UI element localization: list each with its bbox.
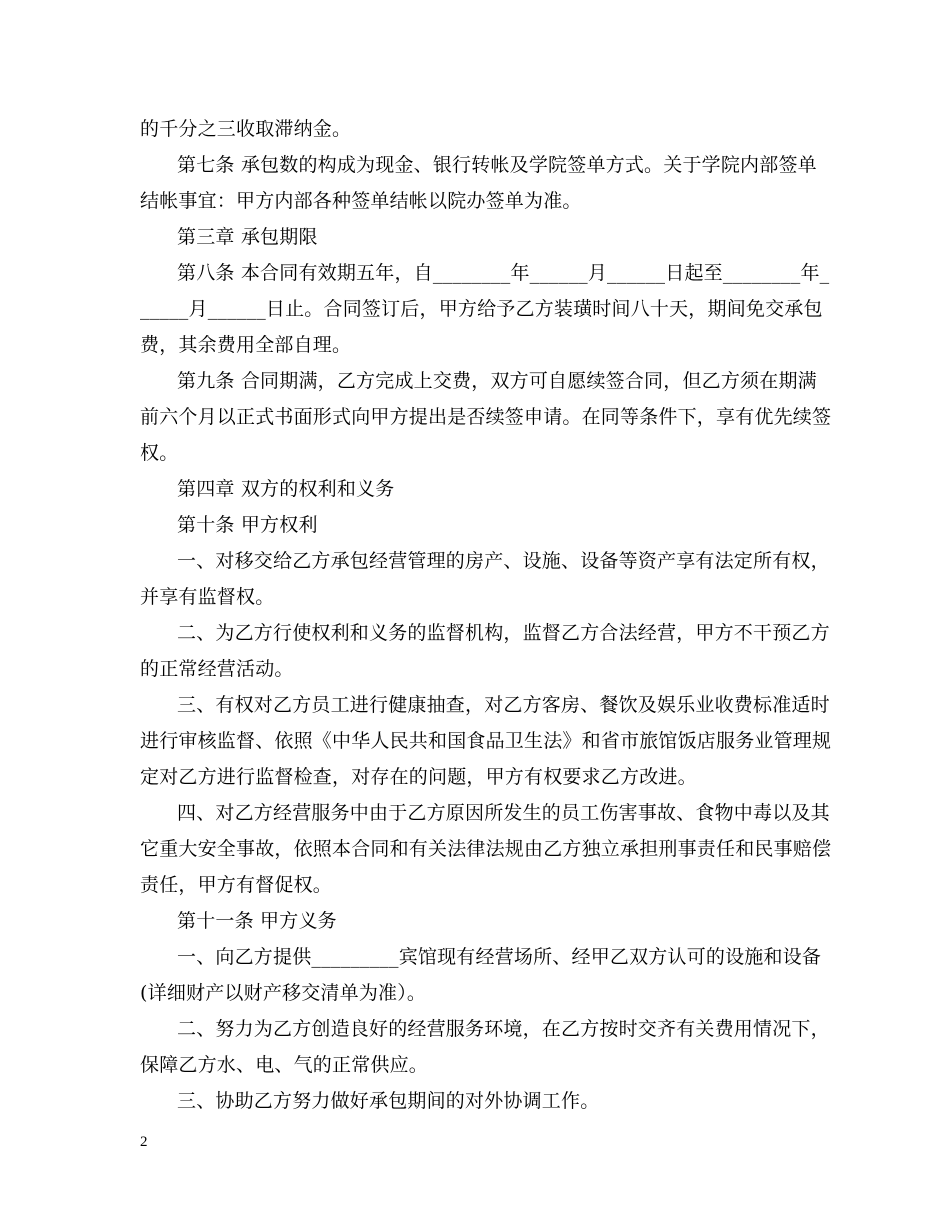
text-line: 并享有监督权。 [140,586,275,608]
article-9: 第九条 合同期满，乙方完成上交费，双方可自愿续签合同，但乙方须在期满 [177,370,817,392]
chapter-3-heading: 第三章 承包期限 [177,226,318,248]
text-line: 权。 [140,442,179,464]
text-line: 进行审核监督、依照《中华人民共和国食品卫生法》和省市旅馆饭店服务业管理规 [140,730,832,752]
clause-item: 四、对乙方经营服务中由于乙方原因所发生的员工伤害事故、食物中毒以及其 [177,802,830,824]
text-line: 结帐事宜：甲方内部各种签单结帐以院办签单为准。 [140,190,582,212]
text-line: 的正常经营活动。 [140,658,294,680]
text-line: 前六个月以正式书面形式向甲方提出是否续签申请。在同等条件下，享有优先续签 [140,406,832,428]
text-line: 它重大安全事故，依照本合同和有关法律法规由乙方独立承担刑事责任和民事赔偿 [140,838,832,860]
text-line: 费，其余费用全部自理。 [140,334,352,356]
clause-item: 二、努力为乙方创造良好的经营服务环境，在乙方按时交齐有关费用情况下， [177,1018,830,1040]
text-line: 责任，甲方有督促权。 [140,874,333,896]
clause-item: 一、向乙方提供_________宾馆现有经营场所、经甲乙双方认可的设施和设备 [177,946,822,968]
article-8: 第八条 本合同有效期五年，自________年______月______日起至________年_ [177,262,830,284]
text-line: 定对乙方进行监督检查，对存在的问题，甲方有权要求乙方改进。 [140,766,697,788]
clause-item: 三、协助乙方努力做好承包期间的对外协调工作。 [177,1090,600,1112]
article-11-heading: 第十一条 甲方义务 [177,910,337,932]
text-line: 的千分之三收取滞纳金。 [140,118,352,140]
page-number: 2 [140,1134,148,1150]
text-line: 保障乙方水、电、气的正常供应。 [140,1054,429,1076]
text-line: _____月______日止。合同签订后，甲方给予乙方装璜时间八十天，期间免交承包 [140,298,823,320]
article-10-heading: 第十条 甲方权利 [177,514,318,536]
clause-item: 一、对移交给乙方承包经营管理的房产、设施、设备等资产享有法定所有权， [177,550,830,572]
clause-item: 二、为乙方行使权利和义务的监督机构，监督乙方合法经营，甲方不干预乙方 [177,622,830,644]
article-7: 第七条 承包数的构成为现金、银行转帐及学院签单方式。关于学院内部签单 [177,154,817,176]
chapter-4-heading: 第四章 双方的权利和义务 [177,478,395,500]
clause-item: 三、有权对乙方员工进行健康抽查，对乙方客房、餐饮及娱乐业收费标准适时 [177,694,830,716]
text-line: (详细财产以财产移交清单为准）。 [140,982,427,1004]
